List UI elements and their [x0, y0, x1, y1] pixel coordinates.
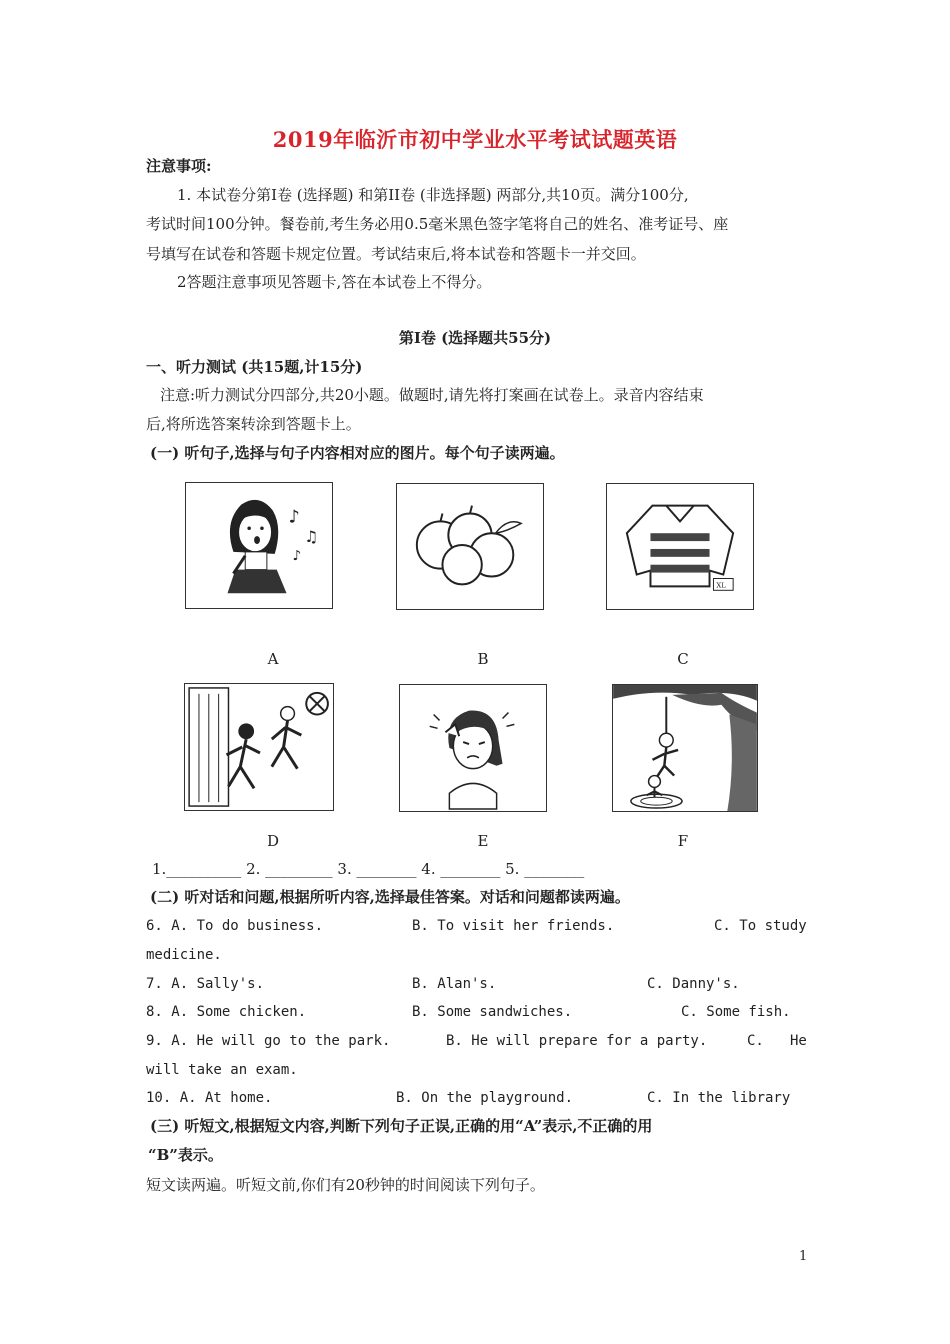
singing-girl-icon [186, 483, 332, 608]
page-number: 1 [799, 1249, 808, 1264]
sub3-heading-line1: (三) 听短文,根据短文内容,判断下列句子正误,正确的用“A”表示,不正确的用 [150, 1117, 653, 1135]
svg-text:♪: ♪ [288, 507, 300, 528]
q10-option-b: B. On the playground. [396, 1090, 574, 1106]
q9-option-c-word: He [790, 1033, 807, 1049]
notice-heading: 注意事项: [146, 157, 212, 175]
notice-item1-line2: 考试时间100分钟。餐卷前,考生务必用0.5毫米黑色签字笔将自己的姓名、准考证号、座 [146, 215, 729, 233]
q7-option-c: C. Danny's. [647, 976, 740, 992]
q8-option-b: B. Some sandwiches. [412, 1004, 573, 1020]
notice-item2: 2答题注意事项见答题卡,答在本试卷上不得分。 [177, 273, 492, 291]
picture-c-label: C [677, 650, 689, 668]
headache-girl-icon [400, 685, 546, 811]
q10-option-a: 10. A. At home. [146, 1090, 273, 1106]
answer-blanks: 1.__________ 2. _________ 3. ________ 4. ________ 5. ________ [152, 860, 585, 878]
sub2-heading: (二) 听对话和问题,根据所听内容,选择最佳答案。对话和问题都读两遍。 [150, 888, 630, 906]
page-title: 2019年临沂市初中学业水平考试试题英语 [272, 127, 678, 152]
picture-b-label: B [477, 650, 489, 668]
picture-a-label: A [267, 650, 279, 668]
svg-text:♪: ♪ [292, 547, 302, 564]
sub3-heading-line2: “B”表示。 [148, 1146, 223, 1164]
section1-heading: 一、听力测试 (共15题,计15分) [146, 358, 363, 376]
picture-a [185, 482, 333, 609]
notice-item1-line3: 号填写在试卷和答题卡规定位置。考试结束后,将本试卷和答题卡一并交回。 [146, 245, 646, 263]
q10-option-c: C. In the library [647, 1090, 791, 1106]
svg-text:♫: ♫ [304, 527, 319, 547]
picture-d [184, 683, 334, 811]
q9-option-c-cont: will take an exam. [146, 1062, 298, 1078]
q7-option-b: B. Alan's. [412, 976, 497, 992]
q6-option-c: C. To study [714, 918, 807, 934]
section1-note-line2: 后,将所选答案转涂到答题卡上。 [146, 415, 361, 433]
q8-option-a: 8. A. Some chicken. [146, 1004, 307, 1020]
q9-option-c: C. [747, 1033, 764, 1049]
part1-heading: 第Ⅰ卷 (选择题共55分) [398, 329, 552, 347]
picture-e [399, 684, 547, 812]
q6-option-b: B. To visit her friends. [412, 918, 615, 934]
q7-option-a: 7. A. Sally's. [146, 976, 265, 992]
apples-icon [397, 484, 543, 609]
picture-b [396, 483, 544, 610]
picture-e-label: E [477, 832, 489, 850]
picture-f [612, 684, 758, 812]
sub3-note: 短文读两遍。听短文前,你们有20秒钟的时间阅读下列句子。 [146, 1176, 545, 1194]
monkey-tree-icon [613, 685, 757, 811]
q9-option-b: B. He will prepare for a party. [446, 1033, 708, 1049]
picture-d-label: D [266, 832, 280, 850]
picture-f-label: F [677, 832, 689, 850]
q8-option-c: C. Some fish. [681, 1004, 791, 1020]
section1-note-line1: 注意:听力测试分四部分,共20小题。做题时,请先将打案画在试卷上。录音内容结束 [160, 386, 704, 404]
sweater-icon [607, 484, 753, 609]
no-running-icon [185, 684, 333, 810]
q6-option-a: 6. A. To do business. [146, 918, 324, 934]
q6-option-c-cont: medicine. [146, 947, 222, 963]
svg-text:XL: XL [716, 581, 726, 590]
q9-option-a: 9. A. He will go to the park. [146, 1033, 391, 1049]
picture-c [606, 483, 754, 610]
notice-item1-line1: 1. 本试卷分第Ⅰ卷 (选择题) 和第II卷 (非选择题) 两部分,共10页。满分100分, [177, 186, 689, 204]
sub1-heading: (一) 听句子,选择与句子内容相对应的图片。每个句子读两遍。 [150, 444, 565, 462]
